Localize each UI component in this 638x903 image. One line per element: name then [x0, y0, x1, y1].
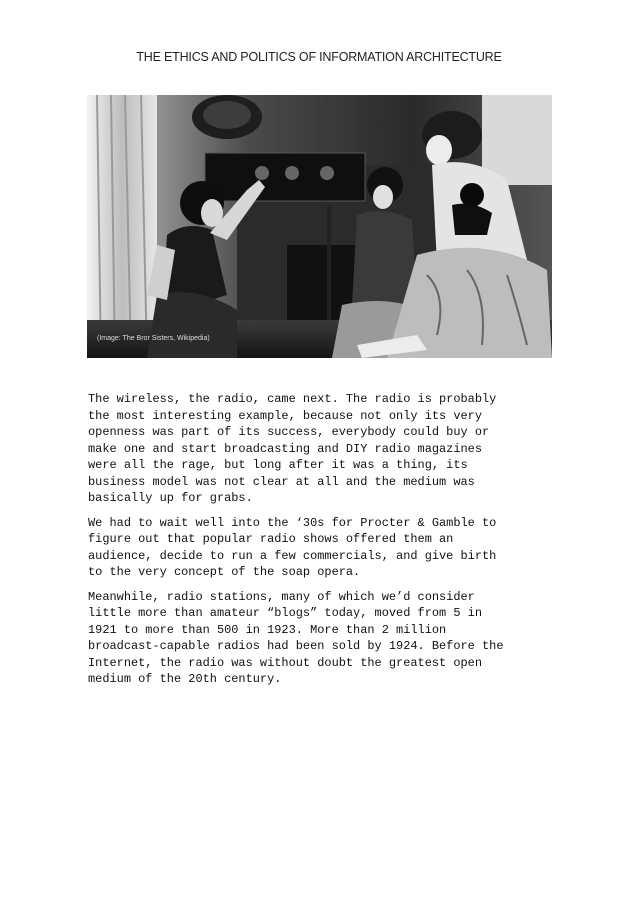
photo-caption: (Image: The Bror Sisters, Wikipedia) — [97, 335, 210, 342]
paragraph-1: The wireless, the radio, came next. The radio is probably the most interesting example, because not only its very openness was part of its success, everybody could buy or make one and start broadcasting and DIY radio magazines were all the rage, but long after it was a thing, its business model was not clear at all and the medium was basically up for grabs. — [88, 392, 497, 505]
photo-illustration — [87, 95, 552, 358]
paragraph-2: We had to wait well into the ‘30s for Procter & Gamble to figure out that popular radio shows offered them an audience, decide to run a few commercials, and give birth to the very concept of the soap opera. — [88, 515, 497, 579]
paragraph-3: Meanwhile, radio stations, many of which we’d consider little more than amateur “blogs” today, moved from 5 in 1921 to more than 500 in 1923. More than 2 million broadcast-capable radios had been sold by 1924. Before the Internet, the radio was without doubt the greatest open medium of the 20th century. — [88, 589, 504, 686]
radio-photo — [87, 95, 552, 358]
page-header: THE ETHICS AND POLITICS OF INFORMATION ARCHITECTURE — [136, 50, 502, 64]
body-text — [88, 391, 550, 696]
